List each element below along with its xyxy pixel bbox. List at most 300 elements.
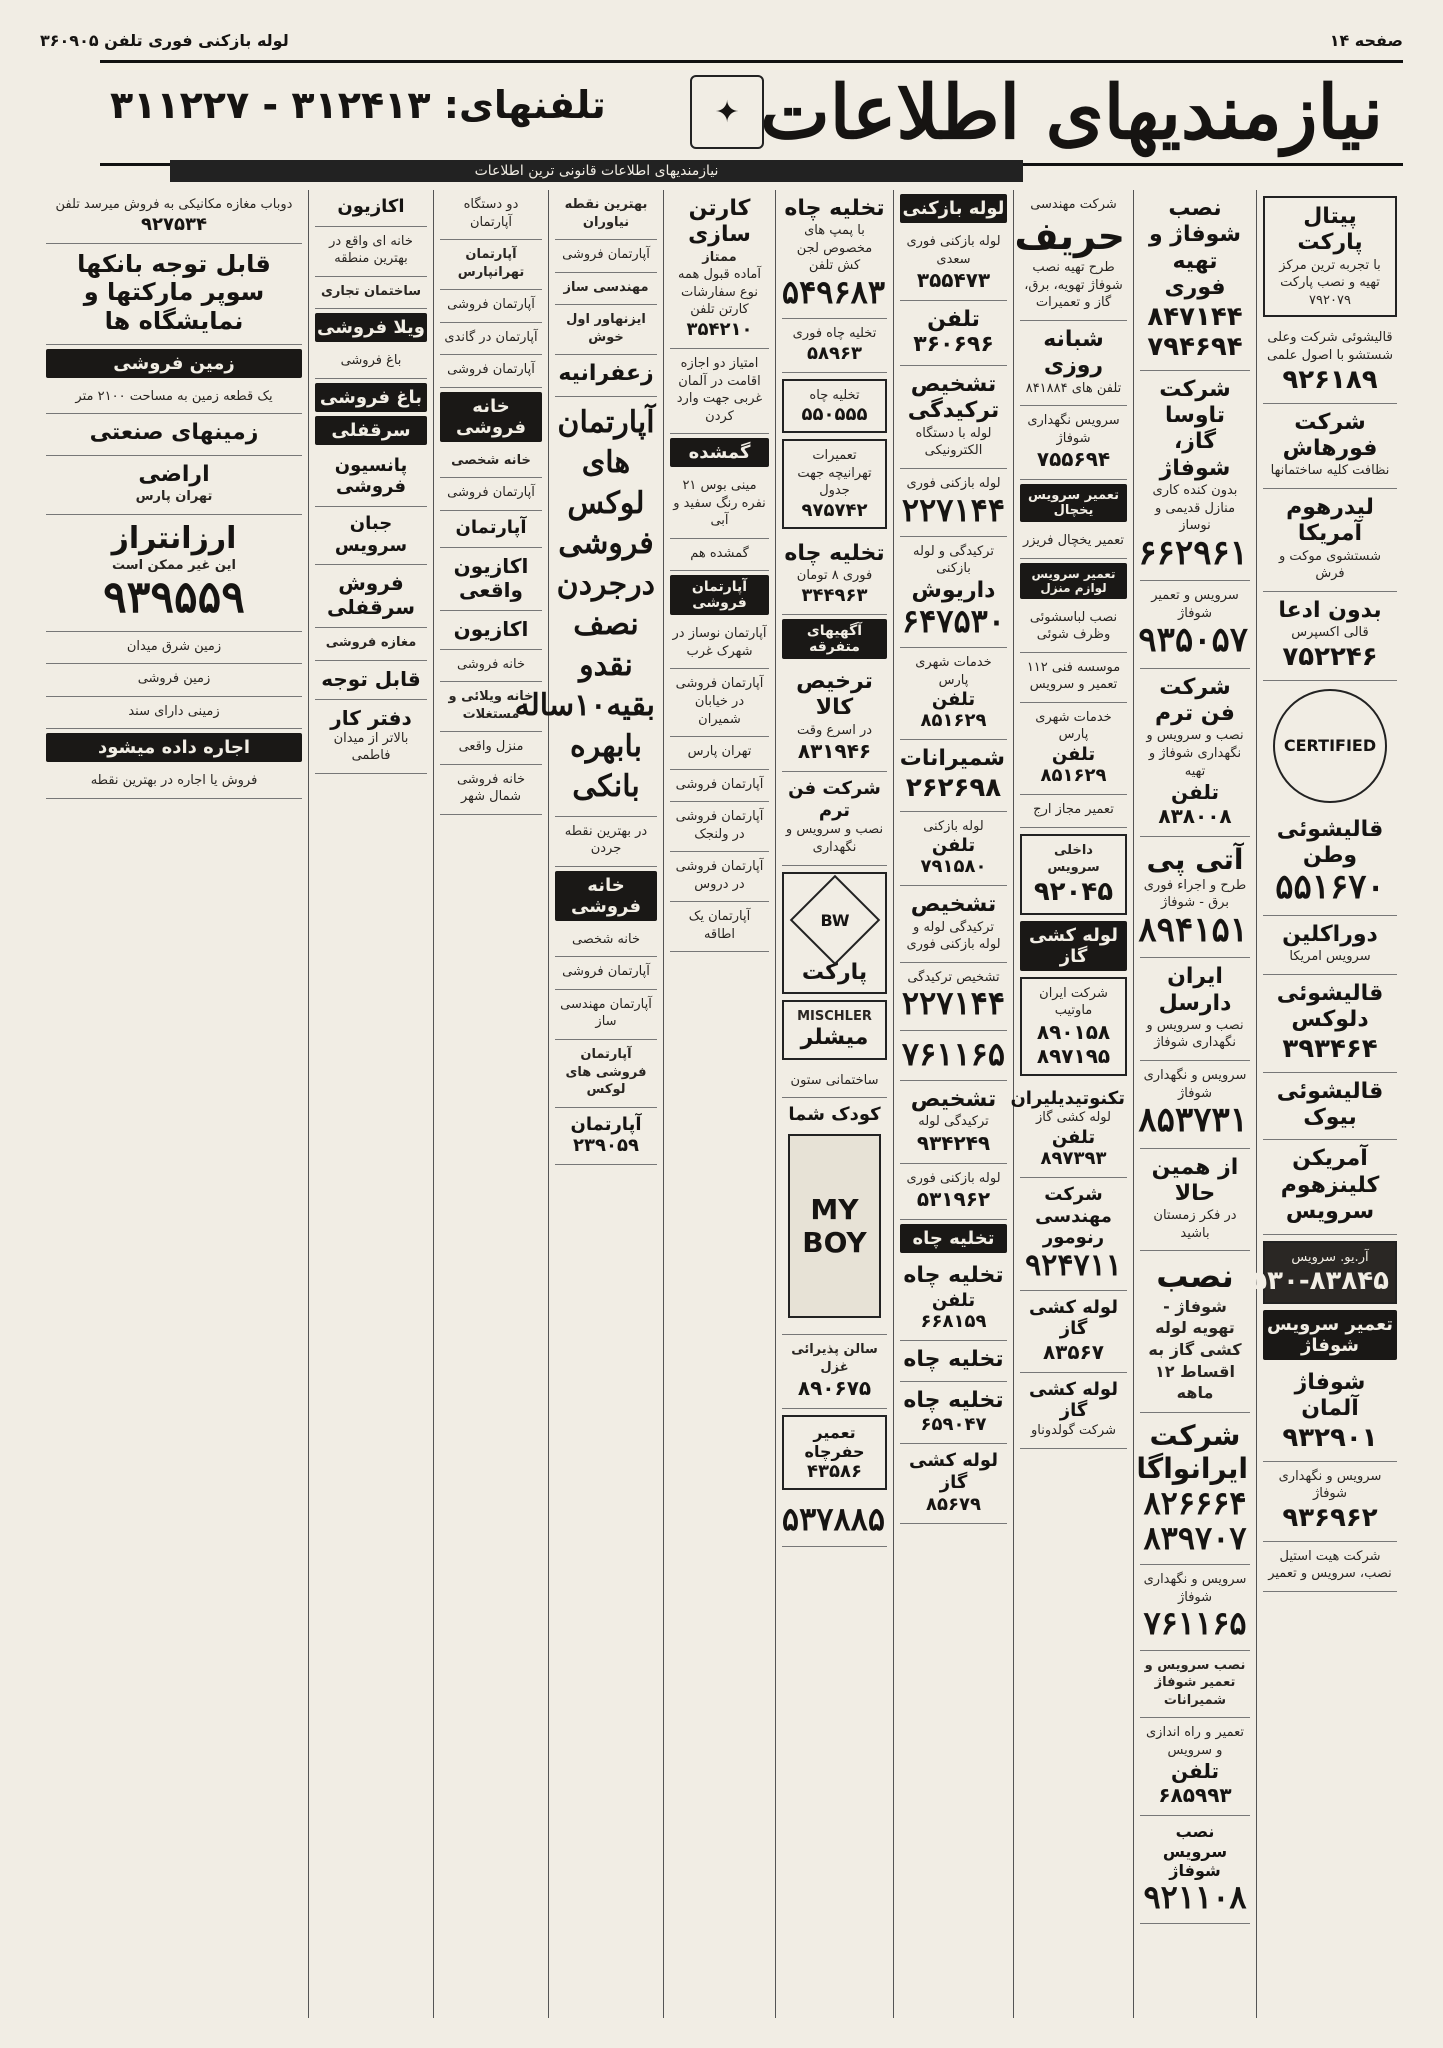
- ad-ati-pi: [1140, 837, 1250, 958]
- ad-best-area-house: [315, 227, 427, 277]
- ad-customs: [782, 663, 887, 772]
- ad-phone: تلفن ۳۶۰۶۹۶: [913, 307, 994, 358]
- ad-well-1: [900, 1257, 1007, 1340]
- ad-phone: ۹۳۵۰۵۷: [1138, 620, 1248, 661]
- ad-text: ترکیدگی و لوله بازکنی: [913, 543, 994, 577]
- ad-title: پارکت: [801, 959, 868, 985]
- ad-text: خانه ویلائی و مستغلات: [448, 689, 534, 722]
- ad-text: آماده قبول همه نوع سفارشات کارتن تلفن: [677, 267, 762, 318]
- section-header: لوله بازکنی: [900, 194, 1007, 223]
- ad-text: نظافت کلیه ساختمانها: [1270, 463, 1390, 479]
- ad-text: آپارتمان فروشی: [447, 362, 535, 378]
- ad-two-apts: [440, 190, 542, 240]
- ad-text: نصب سرویس و تعمیر شوفاژ شمیرانات: [1144, 1657, 1246, 1708]
- ad-phone-537: [782, 1496, 887, 1546]
- ad-well-3: [900, 1382, 1007, 1444]
- ad-title: پیتال پارکت: [1297, 204, 1363, 256]
- ad-pipe-fast: [900, 469, 1007, 537]
- ad-pension: [315, 449, 427, 507]
- certified-seal-icon: [1273, 689, 1387, 803]
- ad-text: نصب و سرویس و نگهداری شوفاژ و تهیه: [1146, 728, 1244, 779]
- ad-phone: ۹۳۴۲۴۹: [916, 1130, 991, 1155]
- ad-phone: ۷۹۴۶۹۴: [1147, 331, 1243, 362]
- ad-title: پانسیون فروشی: [334, 454, 408, 498]
- ad-apt-6: [670, 852, 769, 902]
- ad-american-cleanse: [1263, 1140, 1397, 1234]
- ad-well-pump: [782, 190, 887, 319]
- ad-commercial-bldg: [315, 277, 427, 310]
- ad-text: یک قطعه زمین به مساحت ۲۱۰۰ متر: [75, 388, 273, 404]
- ad-text: تخلیه چاه: [809, 387, 860, 403]
- ad-zafaranieh: [555, 355, 657, 396]
- ad-subtitle: گاز، شوفاژ: [1159, 429, 1231, 481]
- ad-text: نصب و سرویس و نگهداری شوفاژ: [1146, 1017, 1244, 1051]
- column-4: [893, 190, 1013, 2018]
- ad-text: قالی اکسپرس: [1291, 625, 1369, 641]
- ad-phone: ۸۵۳۷۳۱: [1138, 1100, 1248, 1141]
- ad-shofaj-service: [1263, 1462, 1397, 1542]
- column-5: [775, 190, 893, 2018]
- ad-phone: ۸۵۶۷۹: [926, 1493, 981, 1515]
- ad-cheaper: [46, 515, 302, 632]
- section-header: تعمیر سرویس شوفاژ: [1263, 1310, 1397, 1360]
- ad-apartment: [555, 1108, 657, 1166]
- ad-text: لوله با دستگاه الکترونیکی: [915, 425, 992, 459]
- ad-title: قالیشوئی بیوک: [1276, 1078, 1384, 1130]
- ad-title: زمینهای صنعتی: [89, 420, 259, 446]
- ad-big-text: آپارتمان های لوکس فروشی درجردن نصف نقدو بقیه۱۰ساله بابهره بانکی: [514, 404, 655, 805]
- ad-bargain-2: [315, 190, 427, 227]
- ad-text: آپارتمان فروشی در خیابان شمیران: [675, 676, 764, 727]
- ad-apt-luxury: [555, 1040, 657, 1108]
- ad-jiban-service: [315, 507, 427, 565]
- ad-tehranpars-apt: [440, 240, 542, 290]
- ad-detect-2: [900, 886, 1007, 962]
- ad-banks-attention: [46, 244, 302, 345]
- ad-industrial-land: [46, 414, 302, 455]
- seal-label: CERTIFIED: [1283, 736, 1377, 756]
- ad-fridge-repair: [1020, 526, 1127, 559]
- ad-text: خانه شخصی: [571, 931, 641, 947]
- ad-label: داخلی سرویس: [1047, 842, 1100, 876]
- ad-text: نصب و سرویس و نگهداری: [785, 822, 884, 855]
- ad-text: زمین شرق میدان: [126, 638, 222, 654]
- ad-attention: [315, 661, 427, 700]
- ad-phone: ۵۵۱۶۷۰: [1275, 867, 1385, 908]
- ad-title: قابل توجه بانکها سوپر مارکتها و نمایشگاه ها: [77, 249, 271, 336]
- ad-phone: تلفن ۸۳۸۰۰۸: [1158, 780, 1232, 829]
- ad-apartment-2: [440, 511, 542, 548]
- ad-title: زعفرانیه: [558, 361, 654, 387]
- ad-text: موسسه فنی ۱۱۲ تعمیر و سرویس: [1026, 659, 1121, 693]
- ad-title: میشلر: [800, 1025, 869, 1051]
- ad-vatan: [1263, 811, 1397, 916]
- ad-carpet-wash: [1263, 323, 1397, 403]
- ad-title: آمریکن کلینزهوم سرویس: [1280, 1146, 1380, 1225]
- ad-text: در بهترین نقطه جردن: [564, 823, 648, 857]
- ad-lands: [46, 456, 302, 515]
- ad-internal-service: [1020, 834, 1127, 915]
- ad-title: بهترین نقطه نیاوران: [564, 197, 648, 230]
- ad-title: اکازیون: [337, 196, 405, 217]
- ad-phone: ۷۵۵۶۹۴: [1036, 447, 1111, 472]
- ad-text: آپارتمان فروشی: [675, 776, 764, 792]
- ad-text: آپارتمان یک اطاقه: [688, 909, 751, 942]
- ad-leaderhome: [1263, 489, 1397, 592]
- ad-bw-parquet: [782, 872, 887, 994]
- ad-title: تشخیص ترکیدگی: [907, 372, 1000, 424]
- ad-title: نصب: [1156, 1257, 1234, 1296]
- ad-phone: ۹۲۱۱۰۸: [1143, 1877, 1247, 1916]
- ad-title: شبانه روزی: [1043, 326, 1104, 379]
- ad-text: تهران پارس: [687, 744, 752, 760]
- ad-phone: ۹۷۵۷۴۲: [801, 499, 868, 521]
- ad-text: زمین فروشی: [137, 671, 211, 687]
- ad-detect-3: [900, 963, 1007, 1031]
- ad-title: شرکت ایرانواگا: [1136, 1418, 1248, 1486]
- ad-apt-engineer: [555, 990, 657, 1040]
- ad-heat-steel: [1263, 1542, 1397, 1592]
- ad-phone: ۸۲۶۶۶۴: [1143, 1483, 1247, 1522]
- ad-columns: [40, 190, 1403, 2018]
- ad-apt-sale: [555, 240, 657, 273]
- section-header: تعمیر سرویس لوازم منزل: [1020, 563, 1127, 599]
- ad-mechanic-shop: [46, 190, 302, 244]
- ad-washer: [1020, 603, 1127, 653]
- ad-text: طرح و اجراء فوری برق - شوفاژ: [1143, 877, 1247, 911]
- ad-phone: ۳۹۳۴۶۴: [1282, 1033, 1378, 1064]
- ad-install-heating: [1140, 190, 1250, 371]
- ad-title: لوله کشی گاز: [1029, 1296, 1118, 1340]
- ad-germany-permit: [670, 349, 769, 434]
- ad-text: آپارتمان نوساز در شهرک غرب: [672, 626, 767, 659]
- page-top-line: [40, 28, 1403, 52]
- column-10: [40, 190, 308, 2018]
- ad-text: مغازه فروشی: [325, 635, 417, 651]
- section-header: تعمیر سرویس یخچال: [1020, 484, 1127, 522]
- ad-forhash: [1263, 404, 1397, 489]
- ad-phone: ۸۹۷۱۹۵: [1036, 1043, 1111, 1068]
- ad-carton: [670, 190, 769, 349]
- ad-text: بدون کنده کاری منازل قدیمی و نوساز: [1152, 483, 1238, 534]
- ad-label: آر.یو. سرویس: [1291, 1249, 1369, 1265]
- ad-big-title: حریف: [1014, 213, 1125, 258]
- ad-phone: تلفن ۶۶۸۱۵۹: [920, 1289, 987, 1332]
- ad-fanterm: [1140, 669, 1250, 837]
- ad-phone: ۶۶۲۹۶۱: [1138, 532, 1248, 573]
- ad-title: شرکت فورهاش: [1282, 409, 1378, 461]
- ad-private-house-2: [440, 446, 542, 479]
- section-header: آپارتمان فروشی: [670, 575, 769, 615]
- ad-title: تخلیه چاه: [903, 1388, 1004, 1414]
- ad-text: خدمات شهری پارس: [1035, 709, 1112, 743]
- ad-text: با پمپ های مخصوص لجن کش تلفن: [796, 223, 873, 274]
- ad-phone: ۸۹۴۱۵۱: [1138, 909, 1248, 950]
- section-header: آگهیهای متفرقه: [782, 619, 887, 659]
- logo-label: BW: [820, 910, 849, 929]
- ad-buick: [1263, 1073, 1397, 1141]
- ad-well-2: [900, 1341, 1007, 1382]
- ad-text: این غیر ممکن است: [112, 557, 236, 573]
- ad-title: مهندسی ساز: [563, 279, 649, 295]
- ad-dariush: [900, 537, 1007, 649]
- ad-text: باغ فروشی: [340, 353, 402, 369]
- ad-phone: تلفن ۸۵۱۶۲۹: [920, 689, 987, 732]
- ad-title: لوله کشی گاز: [909, 1450, 998, 1494]
- ad-phone: ۸۵۵۳۰-۸۳۸۴۵: [1219, 1266, 1389, 1297]
- ad-text: ساختمان تجاری: [320, 283, 422, 299]
- ad-phone: ۸۳۱۹۴۶: [797, 739, 872, 764]
- ad-text: نصب لباسشوئی وظرف شوئی: [1029, 609, 1118, 643]
- ad-niavaran: [555, 190, 657, 240]
- ad-phone: ۸۴۷۱۴۴: [1147, 301, 1243, 332]
- ad-phone: ۹۳۶۹۶۲: [1282, 1502, 1378, 1533]
- section-header: سرقفلی: [315, 416, 427, 445]
- ad-title: نصب شوفاژ و تهیه فوری: [1148, 196, 1242, 301]
- ad-phone: ۸۹۰۱۵۸: [1036, 1019, 1111, 1044]
- ad-title: شرکت مهندسی رنومور: [1035, 1183, 1112, 1249]
- column-7: [514, 190, 663, 2018]
- column-6: [663, 190, 775, 2018]
- ad-text: شرکت ایران ماوتیب: [1039, 985, 1108, 1019]
- ad-text: با تجربه ترین مرکز تهیه و نصب پارکت ۷۹۲۰۷۹: [1279, 257, 1381, 308]
- ad-title: قالیشوئی دلوکس: [1276, 980, 1384, 1033]
- ad-shofaj-alman: [1263, 1364, 1397, 1462]
- ad-bargain: [440, 611, 542, 650]
- ad-text: دوباب مغازه مکانیکی به فروش میرسد تلفن: [55, 197, 293, 212]
- ad-tehranieh: [782, 439, 887, 529]
- ad-tavsa: [1140, 371, 1250, 582]
- ad-text: خانه ای واقع در بهترین منطقه: [329, 233, 413, 267]
- ad-phone: ۹۳۲۹۰۱: [1282, 1422, 1378, 1453]
- ad-text: تعمیر و راه اندازی و سرویس: [1146, 1725, 1244, 1758]
- ad-text: شستشوی موکت و فرش: [1278, 548, 1382, 582]
- masthead: [100, 60, 1403, 166]
- ad-title: سالن پذیرائی غزل: [791, 1341, 878, 1375]
- ad-phone: ۲۲۷۱۴۴: [901, 490, 1005, 529]
- ad-title: تشخیص: [910, 892, 997, 918]
- ad-well-digging: [782, 1415, 887, 1490]
- ad-text: در اسرع وقت: [796, 722, 873, 738]
- ad-phone: تلفن ۶۸۵۹۹۳: [1158, 1759, 1232, 1808]
- ad-24h: [1020, 321, 1127, 406]
- ad-saadi: [900, 227, 1007, 301]
- ad-text: خانه فروشی شمال شهر: [456, 771, 526, 805]
- ad-text: قالیشوئی شرکت وعلی شستشو با اصول علمی: [1267, 330, 1393, 363]
- ad-text: تعمیر یخچال فریزر: [1022, 533, 1125, 549]
- ad-title: اکازیون: [453, 616, 529, 641]
- ad-title: آپارتمان: [570, 1113, 642, 1135]
- ad-text: تلفن های ۸۴۱۸۸۴: [1025, 380, 1122, 396]
- ad-text: آپارتمان تهرانپارس: [457, 247, 525, 280]
- ad-title: نصب سرویس شوفاژ: [1162, 1822, 1228, 1880]
- ad-title: داریوش: [911, 577, 996, 603]
- ad-title: شرکت تاوسا: [1159, 376, 1231, 428]
- ad-text: سرویس نگهداری شوفاژ: [1027, 413, 1120, 446]
- ad-text: تعمیر مجاز ارج: [1033, 802, 1114, 818]
- ad-text: آپارتمان در گاندی: [444, 329, 538, 345]
- ad-real-bargain: [440, 548, 542, 611]
- ad-jordan-best: [555, 817, 657, 867]
- ad-land-2100: [46, 382, 302, 415]
- ad-title: شرکت فن ترم: [1155, 674, 1235, 727]
- ad-apt-5: [670, 802, 769, 852]
- ad-text: ترکیدگی لوله و لوله بازکنی فوری: [906, 919, 1001, 953]
- ad-my-boy: [782, 1098, 887, 1335]
- ad-phone: ۴۳۵۸۶: [807, 1461, 862, 1483]
- ad-eisenhower: [555, 305, 657, 355]
- ad-arj-repair: [1020, 795, 1127, 828]
- bw-logo-icon: [789, 874, 880, 965]
- ad-apt-1: [670, 619, 769, 669]
- ad-text: سرویس و نگهداری شوفاژ: [1143, 1068, 1247, 1101]
- ad-ru-service: [1219, 1241, 1397, 1305]
- ad-title: لیدرهوم آمریکا: [1286, 494, 1374, 547]
- ad-technotabdil: [1010, 1082, 1127, 1178]
- ad-title: فروش سرقفلی: [327, 571, 415, 620]
- ad-leak-detect: [900, 366, 1007, 469]
- ad-pital-parquet: [1263, 196, 1397, 317]
- ad-text: آپارتمان فروشی های لوکس: [565, 1046, 647, 1098]
- ad-text: آپارتمان فروشی: [562, 964, 650, 980]
- ad-title: آپارتمان: [455, 516, 527, 538]
- ad-phone: ۶۴۷۵۳۰: [901, 602, 1005, 641]
- ad-phone: ۳۵۴۲۱۰: [686, 318, 753, 340]
- ad-ghazal-hall: [782, 1335, 887, 1409]
- ad-winter: [1140, 1149, 1250, 1252]
- ad-text: آپارتمان فروشی در ولنجک: [675, 809, 764, 842]
- ad-text: لوله بازکنی فوری سعدی: [906, 234, 1001, 267]
- ad-gas-3: [900, 1444, 1007, 1523]
- ad-title: تشخیص: [910, 1086, 997, 1112]
- ad-title: تکنوتیدیلیران: [1010, 1087, 1125, 1109]
- ad-phone: ۹۳۹۵۵۹: [103, 572, 245, 624]
- ad-phone: ۵۸۹۶۳: [807, 342, 862, 364]
- ad-text: آپارتمان فروشی: [447, 297, 535, 313]
- section-header: لوله کشی گاز: [1020, 921, 1127, 971]
- ad-phone: ۹۲۰۴۵: [1033, 876, 1114, 907]
- ad-title: لوله کشی گاز: [1029, 1378, 1118, 1422]
- ad-text: تعمیرات تهرانیچه جهت جدول: [797, 448, 872, 499]
- ad-text: خدمات شهری پارس: [915, 655, 992, 688]
- ad-title: قابل توجه: [321, 666, 421, 691]
- ad-heating-maintenance: [1140, 1061, 1250, 1148]
- ad-gas-piping: [1020, 1291, 1127, 1373]
- ad-text: سرویس و نگهداری شوفاژ: [1143, 1572, 1247, 1605]
- ad-text: آپارتمان فروشی در دروس: [675, 859, 764, 892]
- ad-heating-maint: [1020, 406, 1127, 480]
- section-header: اجاره داده میشود: [46, 733, 302, 762]
- ad-land-sale: [46, 664, 302, 697]
- ad-construction: [782, 1066, 887, 1099]
- ad-text: بالاتر از میدان فاطمی: [333, 730, 409, 764]
- ad-title: ترخیص کالا: [796, 668, 873, 721]
- ad-text: لوله بازکنی فوری: [906, 1170, 1001, 1186]
- ad-pars-city: [900, 648, 1007, 740]
- ad-shop-sale: [315, 628, 427, 661]
- ad-install-service: [1140, 1816, 1250, 1924]
- ad-heating-service: [1140, 1565, 1250, 1650]
- ad-renomor: [1020, 1178, 1127, 1291]
- ad-title: جبان سرویس: [334, 512, 408, 556]
- ad-subtitle: ممتاز: [702, 249, 737, 265]
- ad-phone: تلفن ۸۵۱۶۲۹: [1040, 744, 1107, 787]
- ad-text: ساختمانی ستون: [790, 1072, 879, 1088]
- ad-text: شرکت گولدوناو: [1031, 1423, 1116, 1439]
- ad-title: اکازیون واقعی: [453, 553, 529, 602]
- ad-real-house: [440, 732, 542, 765]
- section-header: زمین فروشی: [46, 349, 302, 378]
- ad-shemiranat: [900, 740, 1007, 811]
- ad-phone: تلفن ۸۹۷۳۹۳: [1040, 1126, 1107, 1169]
- ad-text: در فکر زمستان باشید: [1153, 1208, 1237, 1241]
- ad-phone: ۲۲۷۱۴۴: [901, 984, 1005, 1023]
- ad-phone: ۸۳۵۶۷: [1042, 1339, 1105, 1364]
- ad-house-sale: [440, 650, 542, 683]
- ad-phone: ۳۵۵۴۷۳: [916, 268, 991, 293]
- ad-apt-sale-3: [440, 290, 542, 323]
- ad-institute-112: [1020, 653, 1127, 703]
- ad-well-8-toman: [782, 535, 887, 615]
- ad-phone: ۵۴۹۶۸۳: [781, 273, 885, 312]
- ad-title: بدون ادعا: [1278, 597, 1382, 623]
- ad-text: سرویس و تعمیر شوفاژ: [1151, 588, 1239, 621]
- ad-title: از همین حالا: [1151, 1154, 1239, 1206]
- masthead-subtitle: نیازمندیهای اطلاعات قانونی ترین اطلاعات: [170, 160, 1023, 182]
- ad-repair-setup: [1140, 1718, 1250, 1816]
- ad-title: دوراکلین: [1282, 921, 1378, 947]
- ad-title: کودک شما: [788, 1104, 881, 1126]
- ad-apt-4: [670, 770, 769, 803]
- ad-goodwill-sale: [315, 565, 427, 628]
- ad-text: شرکت هیت استیل نصب، سرویس و تعمیر: [1268, 1548, 1392, 1582]
- ad-title: کارتن سازی: [688, 196, 751, 248]
- ad-title: آتی پی: [1146, 843, 1244, 877]
- ad-phone: ۵۳۷۸۸۵: [781, 1500, 885, 1539]
- ad-title: قالیشوئی وطن: [1276, 816, 1384, 869]
- section-header: ویلا فروشی: [315, 313, 427, 342]
- ad-phone: ۷۵۲۲۴۶: [1282, 641, 1378, 672]
- ad-text: آپارتمان فروشی: [562, 247, 650, 263]
- ad-private-house: [555, 925, 657, 958]
- ad-text: طرح تهیه نصب شوفاژ تهویه، برق، گاز و تعمیرات: [1024, 260, 1123, 311]
- section-header: تخلیه چاه: [900, 1224, 1007, 1253]
- ad-harif: [1014, 190, 1127, 321]
- section-header: خانه فروشی: [440, 392, 542, 442]
- ad-deluxe: [1263, 975, 1397, 1073]
- ad-gas-piping-2: [1020, 1373, 1127, 1449]
- ad-apt-sale-2: [555, 957, 657, 990]
- ad-text: سرویس و نگهداری شوفاژ: [1278, 1468, 1382, 1502]
- ad-pars-services: [1020, 703, 1127, 795]
- ad-title: شرکت فن ترم: [788, 778, 881, 821]
- ad-text: زمینی دارای سند: [128, 703, 220, 719]
- ad-duraclean: [1263, 916, 1397, 975]
- ad-title: تخلیه چاه: [784, 196, 885, 221]
- ad-text: خانه فروشی: [456, 656, 526, 672]
- ad-logo: MISCHLER: [797, 1008, 872, 1024]
- ad-phone: ۹۲۷۵۳۴: [141, 213, 207, 235]
- masthead-phones: تلفنهای: ۳۱۲۴۱۳ - ۳۱۱۲۲۷: [110, 83, 606, 127]
- ad-phone: ۷۶۱۱۶۵: [1143, 1604, 1247, 1643]
- ad-apt-2: [670, 669, 769, 737]
- ad-bedoon-eddea: [1263, 592, 1397, 681]
- ad-phone: ۵۳۱۹۶۲: [916, 1187, 991, 1212]
- my-boy-image: [788, 1134, 881, 1318]
- ad-engineer-built: [555, 273, 657, 306]
- ad-phone: ۲۶۲۶۹۸: [905, 772, 1002, 803]
- ad-lost-minibus: [670, 471, 769, 539]
